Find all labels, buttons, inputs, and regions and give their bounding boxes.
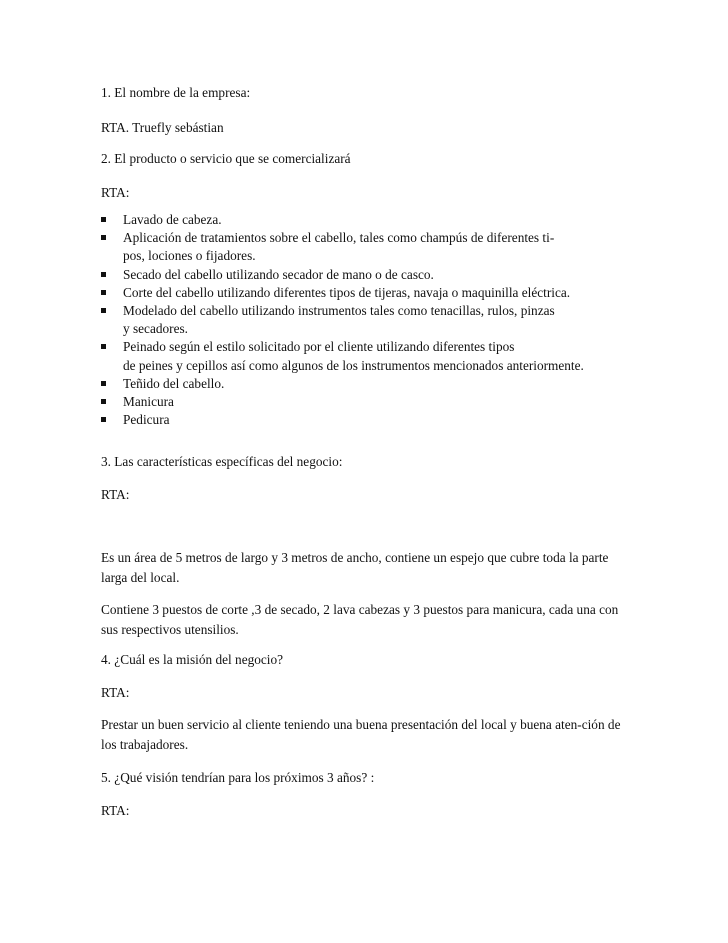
list-item-text: Pedicura	[123, 412, 170, 428]
answer-4-label: RTA:	[101, 685, 130, 700]
answer-3-label: RTA:	[101, 487, 130, 502]
list-item-text: Modelado del cabello utilizando instrumentos tales como tenacillas, rulos, pinzas y secadores.	[123, 303, 555, 337]
list-item-text: Secado del cabello utilizando secador de mano o de casco.	[123, 266, 434, 282]
question-5: 5. ¿Qué visión tendrían para los próximos 3 años? :	[101, 770, 375, 785]
list-item-text: Aplicación de tratamientos sobre el cabello, tales como champús de diferentes ti- pos, lociones o fijadores.	[123, 230, 555, 264]
answer-3-paragraph-2: Contiene 3 puestos de corte ,3 de secado, 2 lava cabezas y 3 puestos para manicura, cada una con sus respectivos utensilios.	[101, 602, 619, 637]
square-bullet-icon	[101, 272, 106, 277]
answer-5-label: RTA:	[101, 803, 130, 818]
list-item-text: Teñido del cabello.	[123, 375, 225, 391]
square-bullet-icon	[101, 217, 106, 222]
list-item	[101, 393, 641, 411]
services-list	[101, 211, 641, 429]
list-item	[101, 411, 641, 429]
list-item	[101, 375, 641, 393]
list-item	[101, 266, 641, 284]
square-bullet-icon	[101, 417, 106, 422]
list-item	[101, 211, 641, 229]
list-item	[101, 302, 641, 338]
answer-1: RTA. Truefly sebástian	[101, 120, 224, 135]
square-bullet-icon	[101, 235, 106, 240]
square-bullet-icon	[101, 344, 106, 349]
square-bullet-icon	[101, 308, 106, 313]
square-bullet-icon	[101, 381, 106, 386]
list-item	[101, 284, 641, 302]
question-2: 2. El producto o servicio que se comercializará	[101, 151, 351, 166]
list-item	[101, 338, 641, 374]
answer-4-text: Prestar un buen servicio al cliente teniendo una buena presentación del local y buena aten-ción de los trabajadores.	[101, 717, 621, 752]
list-item-text: Lavado de cabeza.	[123, 212, 222, 227]
list-item	[101, 229, 641, 265]
square-bullet-icon	[101, 290, 106, 295]
answer-3-paragraph-1: Es un área de 5 metros de largo y 3 metros de ancho, contiene un espejo que cubre toda la parte larga del local.	[101, 550, 609, 585]
list-item-text: Corte del cabello utilizando diferentes tipos de tijeras, navaja o maquinilla eléctrica.	[123, 284, 571, 300]
question-3: 3. Las características específicas del negocio:	[101, 454, 343, 469]
list-item-text: Peinado según el estilo solicitado por el cliente utilizando diferentes tipos de peines y cepillos así como algunos de los instrumentos mencionados anteriormente.	[123, 339, 584, 373]
question-4: 4. ¿Cuál es la misión del negocio?	[101, 652, 284, 667]
list-item-text: Manicura	[123, 394, 174, 410]
answer-2-label: RTA:	[101, 185, 130, 200]
square-bullet-icon	[101, 399, 106, 404]
question-1: 1. El nombre de la empresa:	[101, 85, 251, 100]
